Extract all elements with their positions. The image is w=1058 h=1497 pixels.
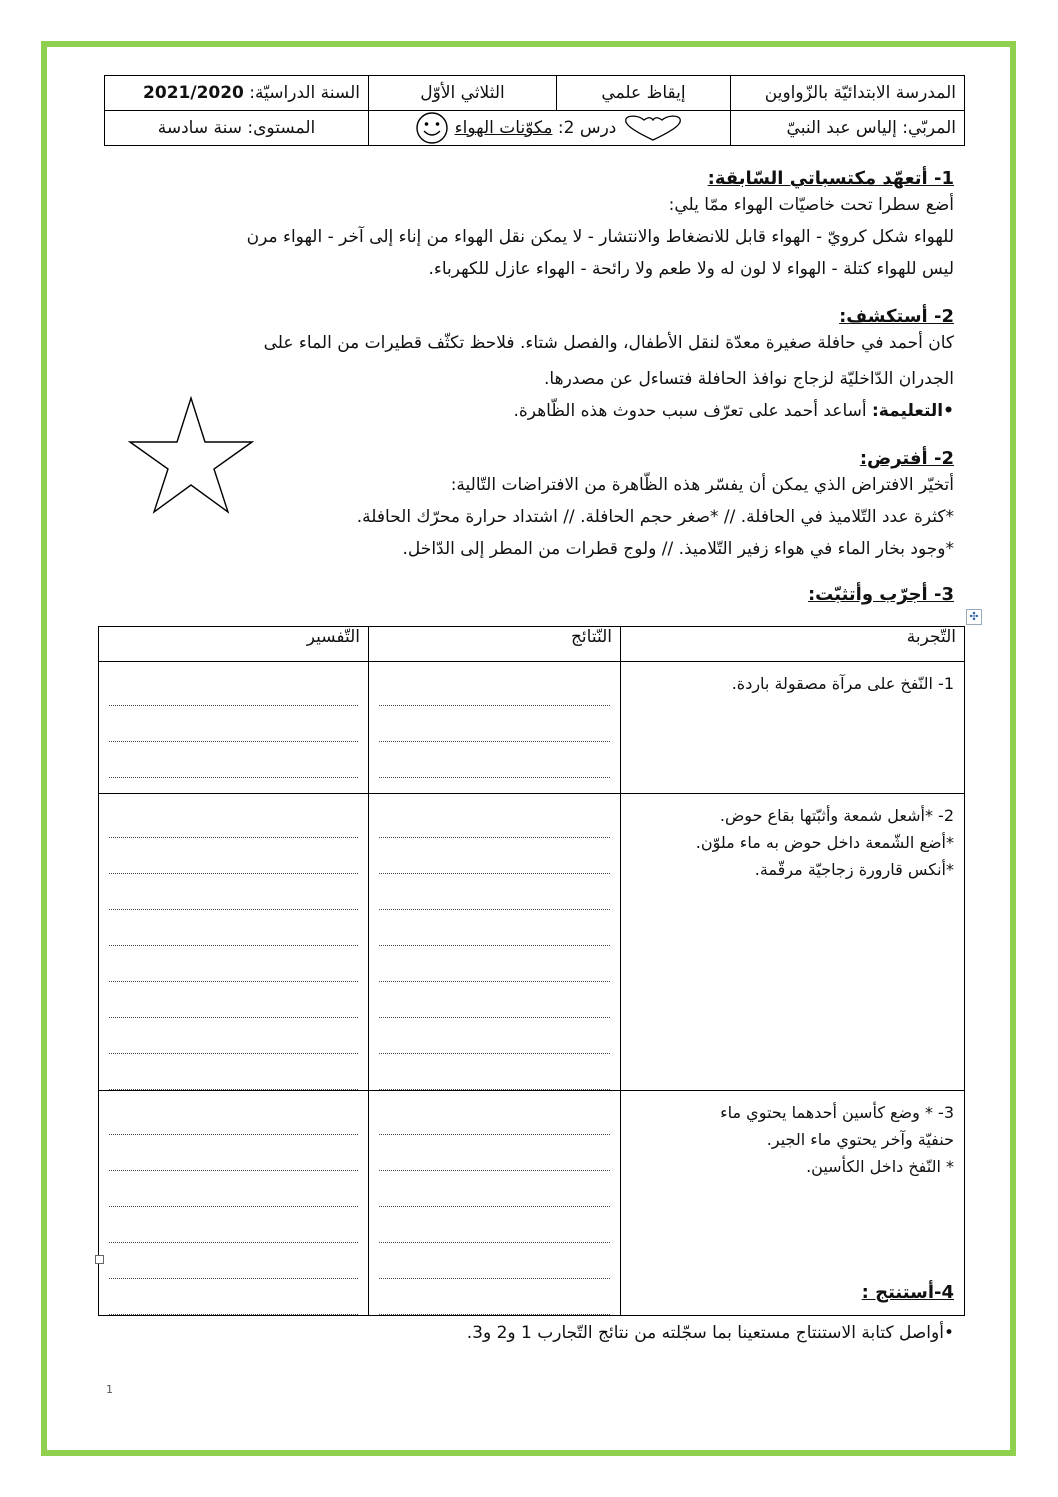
- dotted-answer-line: [109, 1243, 358, 1279]
- experiment-line: 2- *أشعل شمعة وأثبّتها بقاع حوض.: [719, 806, 954, 825]
- dotted-answer-line: [109, 946, 358, 982]
- table-resize-handle[interactable]: [95, 1255, 104, 1264]
- hypothesis-line: *وجود بخار الماء في هواء زفير التّلاميذ. // ولوج قطرات من المطر إلى الدّاخل.: [402, 539, 954, 559]
- column-header: التّجربة: [621, 627, 965, 662]
- experiment-line: * النّفخ داخل الكأسين.: [806, 1157, 954, 1176]
- dotted-answer-line: [109, 1018, 358, 1054]
- dotted-answer-line: [109, 1099, 358, 1135]
- table-move-handle-icon[interactable]: ✣: [966, 609, 982, 625]
- experiment-table: [98, 626, 965, 1316]
- paragraph-line: كان أحمد في حافلة صغيرة معدّة لنقل الأطفال، والفصل شتاء. فلاحظ تكثّف قطيرات من الماء على: [263, 333, 954, 353]
- term: الثلاثي الأوّل: [369, 76, 557, 111]
- subject: إيقاظ علمي: [557, 76, 731, 111]
- dotted-answer-line: [109, 1135, 358, 1171]
- statement-line: للهواء شكل كرويّ - الهواء قابل للانضغاط والانتشار - لا يمكن نقل الهواء من إناء إلى آخر - الهواء مرن: [246, 227, 954, 247]
- dotted-answer-line: [379, 1135, 610, 1171]
- hypothesis-line: *كثرة عدد التّلاميذ في الحافلة. // *صغر حجم الحافلة. // اشتداد حرارة محرّك الحافلة.: [356, 507, 954, 527]
- column-header: التّفسير: [99, 627, 369, 662]
- section-experiment-title: [94, 584, 954, 605]
- dotted-answer-line: [379, 1207, 610, 1243]
- experiment-line: حنفيّة وآخر يحتوي ماء الجير.: [766, 1130, 954, 1149]
- dotted-answer-line: [109, 910, 358, 946]
- dotted-answer-line: [379, 874, 610, 910]
- section-title: 2- أستكشف:: [839, 306, 954, 327]
- paragraph-line: الجدران الدّاخليّة لزجاج نوافذ الحافلة فتساءل عن مصدرها.: [544, 369, 954, 389]
- dotted-answer-line: [109, 838, 358, 874]
- experiment-line: 3- * وضع كأسين أحدهما يحتوي ماء: [720, 1103, 954, 1122]
- dotted-answer-line: [109, 1207, 358, 1243]
- dotted-answer-line: [109, 802, 358, 838]
- column-header: النّتائج: [369, 627, 621, 662]
- dotted-answer-line: [379, 670, 610, 706]
- table-row: [99, 794, 965, 1091]
- school-name: المدرسة الابتدائيّة بالزّواوين: [731, 76, 965, 111]
- experiment-line: *أنكس قارورة زجاجيّة مرقّمة.: [754, 860, 954, 879]
- section-conclude: [94, 1282, 954, 1349]
- teacher: المربّي: إلياس عبد النبيّ: [731, 111, 965, 146]
- results-cell[interactable]: [369, 794, 621, 1091]
- lesson-cell: [369, 111, 731, 146]
- experiment-cell: [621, 662, 965, 794]
- conclusion-instruction: •أواصل كتابة الاستنتاج مستعينا بما سجّلته من نتائج التّجارب 1 و2 و3.: [466, 1323, 954, 1343]
- section-title: 4-أستنتج :: [861, 1282, 954, 1303]
- school-year: [105, 76, 369, 111]
- explanation-cell[interactable]: [99, 662, 369, 794]
- dotted-answer-line: [379, 1171, 610, 1207]
- dotted-answer-line: [379, 910, 610, 946]
- section-title: 2- أفترض:: [859, 448, 954, 469]
- dotted-answer-line: [109, 742, 358, 778]
- instruction: أضع سطرا تحت خاصيّات الهواء ممّا يلي:: [668, 195, 954, 215]
- instruction-label: •التعليمة:: [872, 401, 954, 421]
- paragraph-line: أتخيّر الافتراض الذي يمكن أن يفسّر هذه الظّاهرة من الافتراضات التّالية:: [450, 475, 954, 495]
- experiment-line: 1- النّفخ على مرآة مصقولة باردة.: [731, 674, 954, 693]
- smiley-icon: [415, 111, 449, 145]
- level: المستوى: سنة سادسة: [105, 111, 369, 146]
- section-title: 3- أجرّب وأتثبّت:: [807, 584, 954, 605]
- dotted-answer-line: [379, 802, 610, 838]
- dotted-answer-line: [379, 706, 610, 742]
- experiment-cell: [621, 794, 965, 1091]
- dotted-answer-line: [379, 1054, 610, 1090]
- dotted-answer-line: [109, 670, 358, 706]
- dotted-answer-line: [109, 1054, 358, 1090]
- dotted-answer-line: [109, 982, 358, 1018]
- heart-icon: [622, 114, 684, 142]
- results-cell[interactable]: [369, 662, 621, 794]
- year-label: السنة الدراسيّة:: [249, 83, 360, 103]
- lesson-title: مكوّنات الهواء: [454, 118, 553, 138]
- experiment-line: *أضع الشّمعة داخل حوض به ماء ملوّن.: [695, 833, 954, 852]
- header-table: [104, 75, 965, 146]
- dotted-answer-line: [379, 982, 610, 1018]
- instruction-text: أساعد أحمد على تعرّف سبب حدوث هذه الظّاهرة.: [513, 401, 872, 421]
- dotted-answer-line: [109, 1171, 358, 1207]
- section-hypothesize: [94, 448, 954, 565]
- lesson-label: درس 2:: [557, 118, 617, 138]
- dotted-answer-line: [379, 742, 610, 778]
- dotted-answer-line: [379, 1099, 610, 1135]
- dotted-answer-line: [109, 874, 358, 910]
- page-number: 1: [106, 1383, 113, 1396]
- explanation-cell[interactable]: [99, 794, 369, 1091]
- dotted-answer-line: [379, 838, 610, 874]
- dotted-answer-line: [109, 706, 358, 742]
- year-value: 2021/2020: [143, 83, 244, 103]
- section-title: 1- أتعهّد مكتسباتي السّابقة:: [707, 168, 954, 189]
- dotted-answer-line: [379, 946, 610, 982]
- section-prior-knowledge: [94, 168, 954, 285]
- dotted-answer-line: [379, 1018, 610, 1054]
- dotted-answer-line: [379, 1243, 610, 1279]
- statement-line: ليس للهواء كتلة - الهواء لا لون له ولا طعم ولا رائحة - الهواء عازل للكهرباء.: [428, 259, 954, 279]
- table-row: [99, 662, 965, 794]
